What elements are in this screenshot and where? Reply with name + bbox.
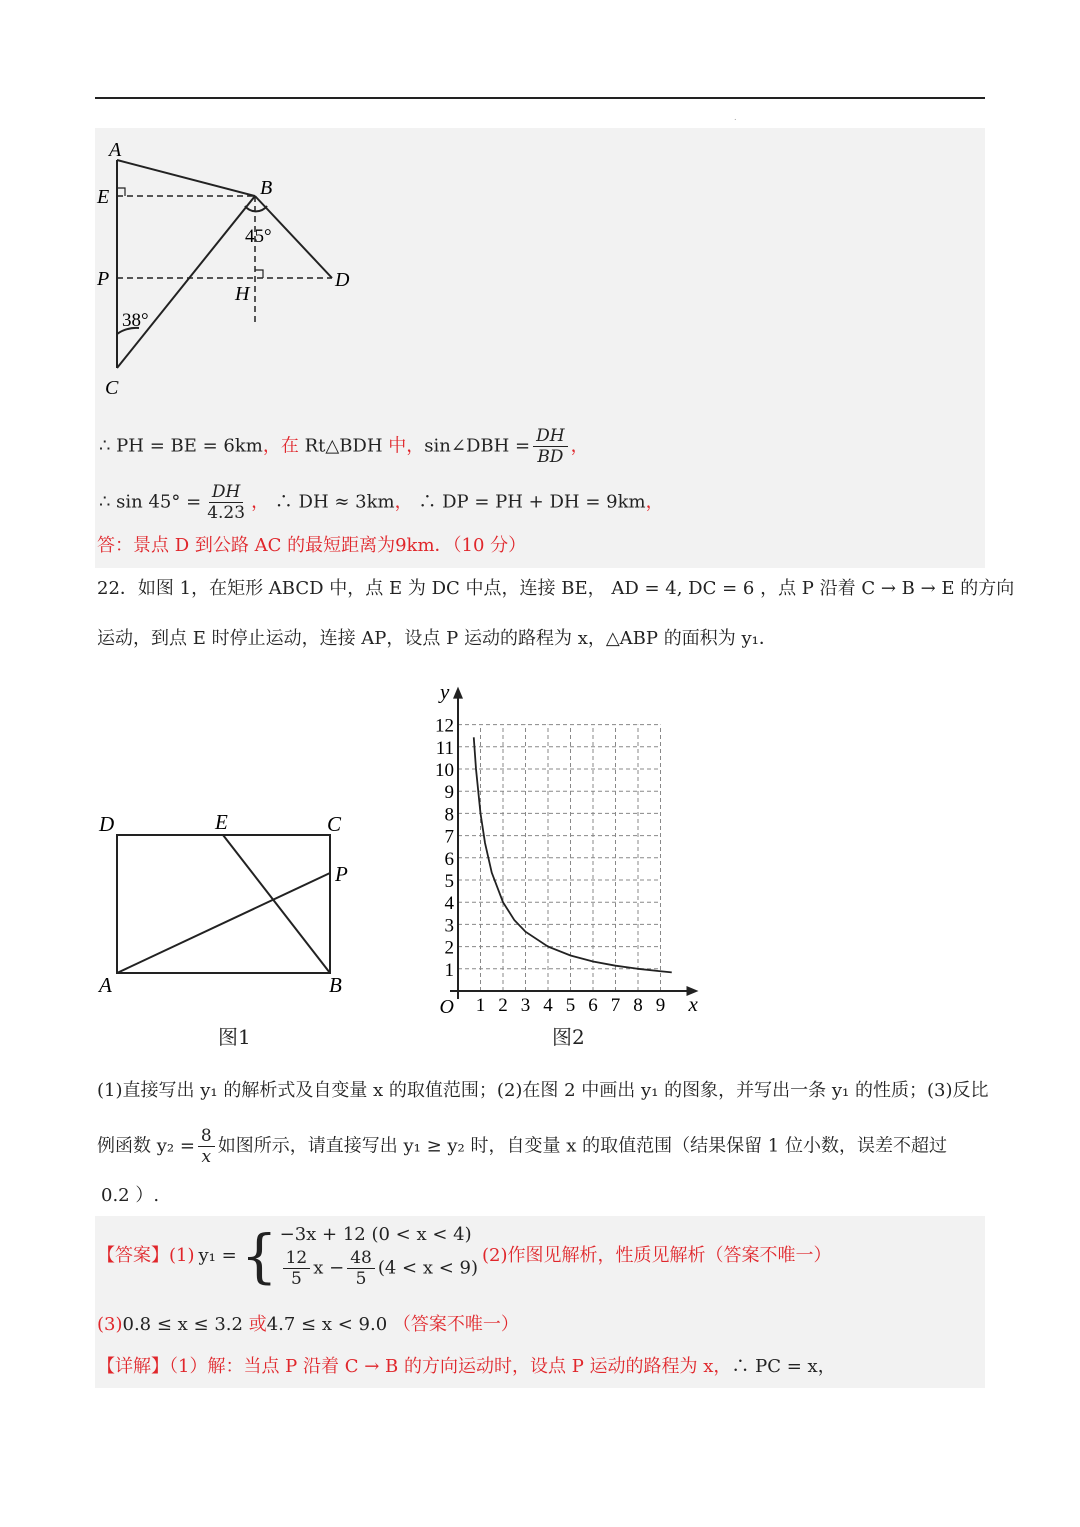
piecewise-cases: −3x + 12 (0 < x < 4) $\frac{12}{5}$ x − $\frac{48}{5}$ (4 < x < 9) <box>279 1224 479 1289</box>
y-tick-label: 12 <box>435 715 454 737</box>
label-a: A <box>109 139 122 161</box>
fig1-label-e: E <box>215 810 228 834</box>
label-p: P <box>97 268 110 290</box>
figure-2-chart <box>425 678 705 1023</box>
y-tick-label: 10 <box>435 760 454 781</box>
label-h: H <box>235 283 250 305</box>
solution-answer-21: 答：景点 D 到公路 AC 的最短距离为9km．（10 分） <box>97 535 527 556</box>
fraction-dh-423: $\frac{DH}{4.23}$ <box>207 482 246 523</box>
x-tick-label: 7 <box>610 995 621 1016</box>
y-tick-label: 9 <box>444 782 454 804</box>
y-tick-label: 3 <box>444 915 454 937</box>
question-line-2: 例函数 y₂ = $\frac{8}{x}$ 如图所示，请直接写出 y₁ ≥ y₂ 时，自变量 x 的取值范围（结果保留 1 位小数，误差不超过 <box>97 1126 947 1167</box>
fig1-caption: 图1 <box>218 1025 251 1049</box>
question-line-1: (1)直接写出 y₁ 的解析式及自变量 x 的取值范围；(2)在图 2 中画出 y₁ 的图象，并写出一条 y₁ 的性质；(3)反比 <box>97 1080 989 1101</box>
y-axis-arrow <box>453 687 463 699</box>
x-tick-label: 1 <box>475 995 486 1016</box>
problem22-line-1: 22．如图 1，在矩形 ABCD 中，点 E 为 DC 中点，连接 BE， AD = 4, DC = 6 ，点 P 沿着 C → B → E 的方向 <box>97 578 1015 599</box>
answer-line-1: 【答案】 (1) y₁ = { −3x + 12 (0 < x < 4) $\frac{12}{5}$ x − $\frac{48}{5}$ (4 < x < 9) (2)作图见解析，性质见解析（答案不唯一） <box>97 1221 832 1290</box>
question-line-3: 0.2 ）. <box>101 1185 160 1206</box>
brace: { <box>240 1221 278 1290</box>
y-tick-label: 4 <box>444 893 454 915</box>
fig1-label-a: A <box>99 973 112 997</box>
answer-tag: 【答案】 <box>97 1244 169 1266</box>
solution-line-2: ∴ sin 45° = $\frac{DH}{4.23}$ ， ∴ DH ≈ 3km， ∴ DP = PH + DH = 9km， <box>99 482 664 523</box>
x-tick-label: 6 <box>588 995 598 1016</box>
y-tick-label: 2 <box>444 937 454 959</box>
y-tick-label: 11 <box>435 737 454 759</box>
figure-1-rectangle <box>95 805 365 1005</box>
y-tick-label: 8 <box>444 804 454 826</box>
header-rule <box>95 97 985 99</box>
x-tick-label: 9 <box>655 995 666 1016</box>
y-axis-label: y <box>440 679 450 704</box>
problem22-line-2: 运动，到点 E 时停止运动，连接 AP，设点 P 运动的路程为 x，△ABP 的面积为 y₁． <box>97 628 777 649</box>
y-tick-label: 7 <box>444 826 454 848</box>
y-tick-label: 6 <box>444 848 454 870</box>
fig1-label-c: C <box>327 812 342 836</box>
label-d: D <box>335 269 350 291</box>
x-tick-label: 2 <box>498 995 508 1016</box>
label-c: C <box>105 377 119 399</box>
x-tick-label: 5 <box>565 995 576 1016</box>
origin-label: O <box>439 996 454 1018</box>
fig1-label-d: D <box>99 812 115 836</box>
answer-detail: 【详解】（1）解：当点 P 沿着 C → B 的方向运动时，设点 P 运动的路程为 x，∴ PC = x， <box>97 1356 836 1377</box>
fraction-dh-bd: $\frac{DH}{BD}$ <box>533 426 567 467</box>
x-tick-label: 3 <box>520 995 531 1016</box>
x-axis-label: x <box>688 992 698 1016</box>
label-e: E <box>97 186 110 208</box>
label-angle-b: 45° <box>245 226 272 247</box>
solution-line-1: ∴ PH = BE = 6km，在 Rt△BDH 中，sin∠DBH = $\frac{DH}{BD}$ ， <box>99 426 589 467</box>
y-tick-label: 5 <box>444 871 454 892</box>
figure-triangle-ac <box>95 128 395 408</box>
header-dot: . <box>734 113 737 122</box>
label-angle-c: 38° <box>122 310 149 331</box>
answer-line-3: (3)0.8 ≤ x ≤ 3.2 或4.7 ≤ x < 9.0 （答案不唯一） <box>97 1314 519 1335</box>
x-tick-label: 4 <box>543 995 553 1016</box>
label-b: B <box>260 177 273 199</box>
fig1-label-p: P <box>335 862 348 886</box>
y-tick-label: 1 <box>444 959 454 981</box>
x-tick-label: 8 <box>633 995 643 1016</box>
fraction-8-x: $\frac{8}{x}$ <box>198 1126 215 1167</box>
fig2-caption: 图2 <box>552 1025 585 1049</box>
fig1-label-b: B <box>329 973 342 997</box>
